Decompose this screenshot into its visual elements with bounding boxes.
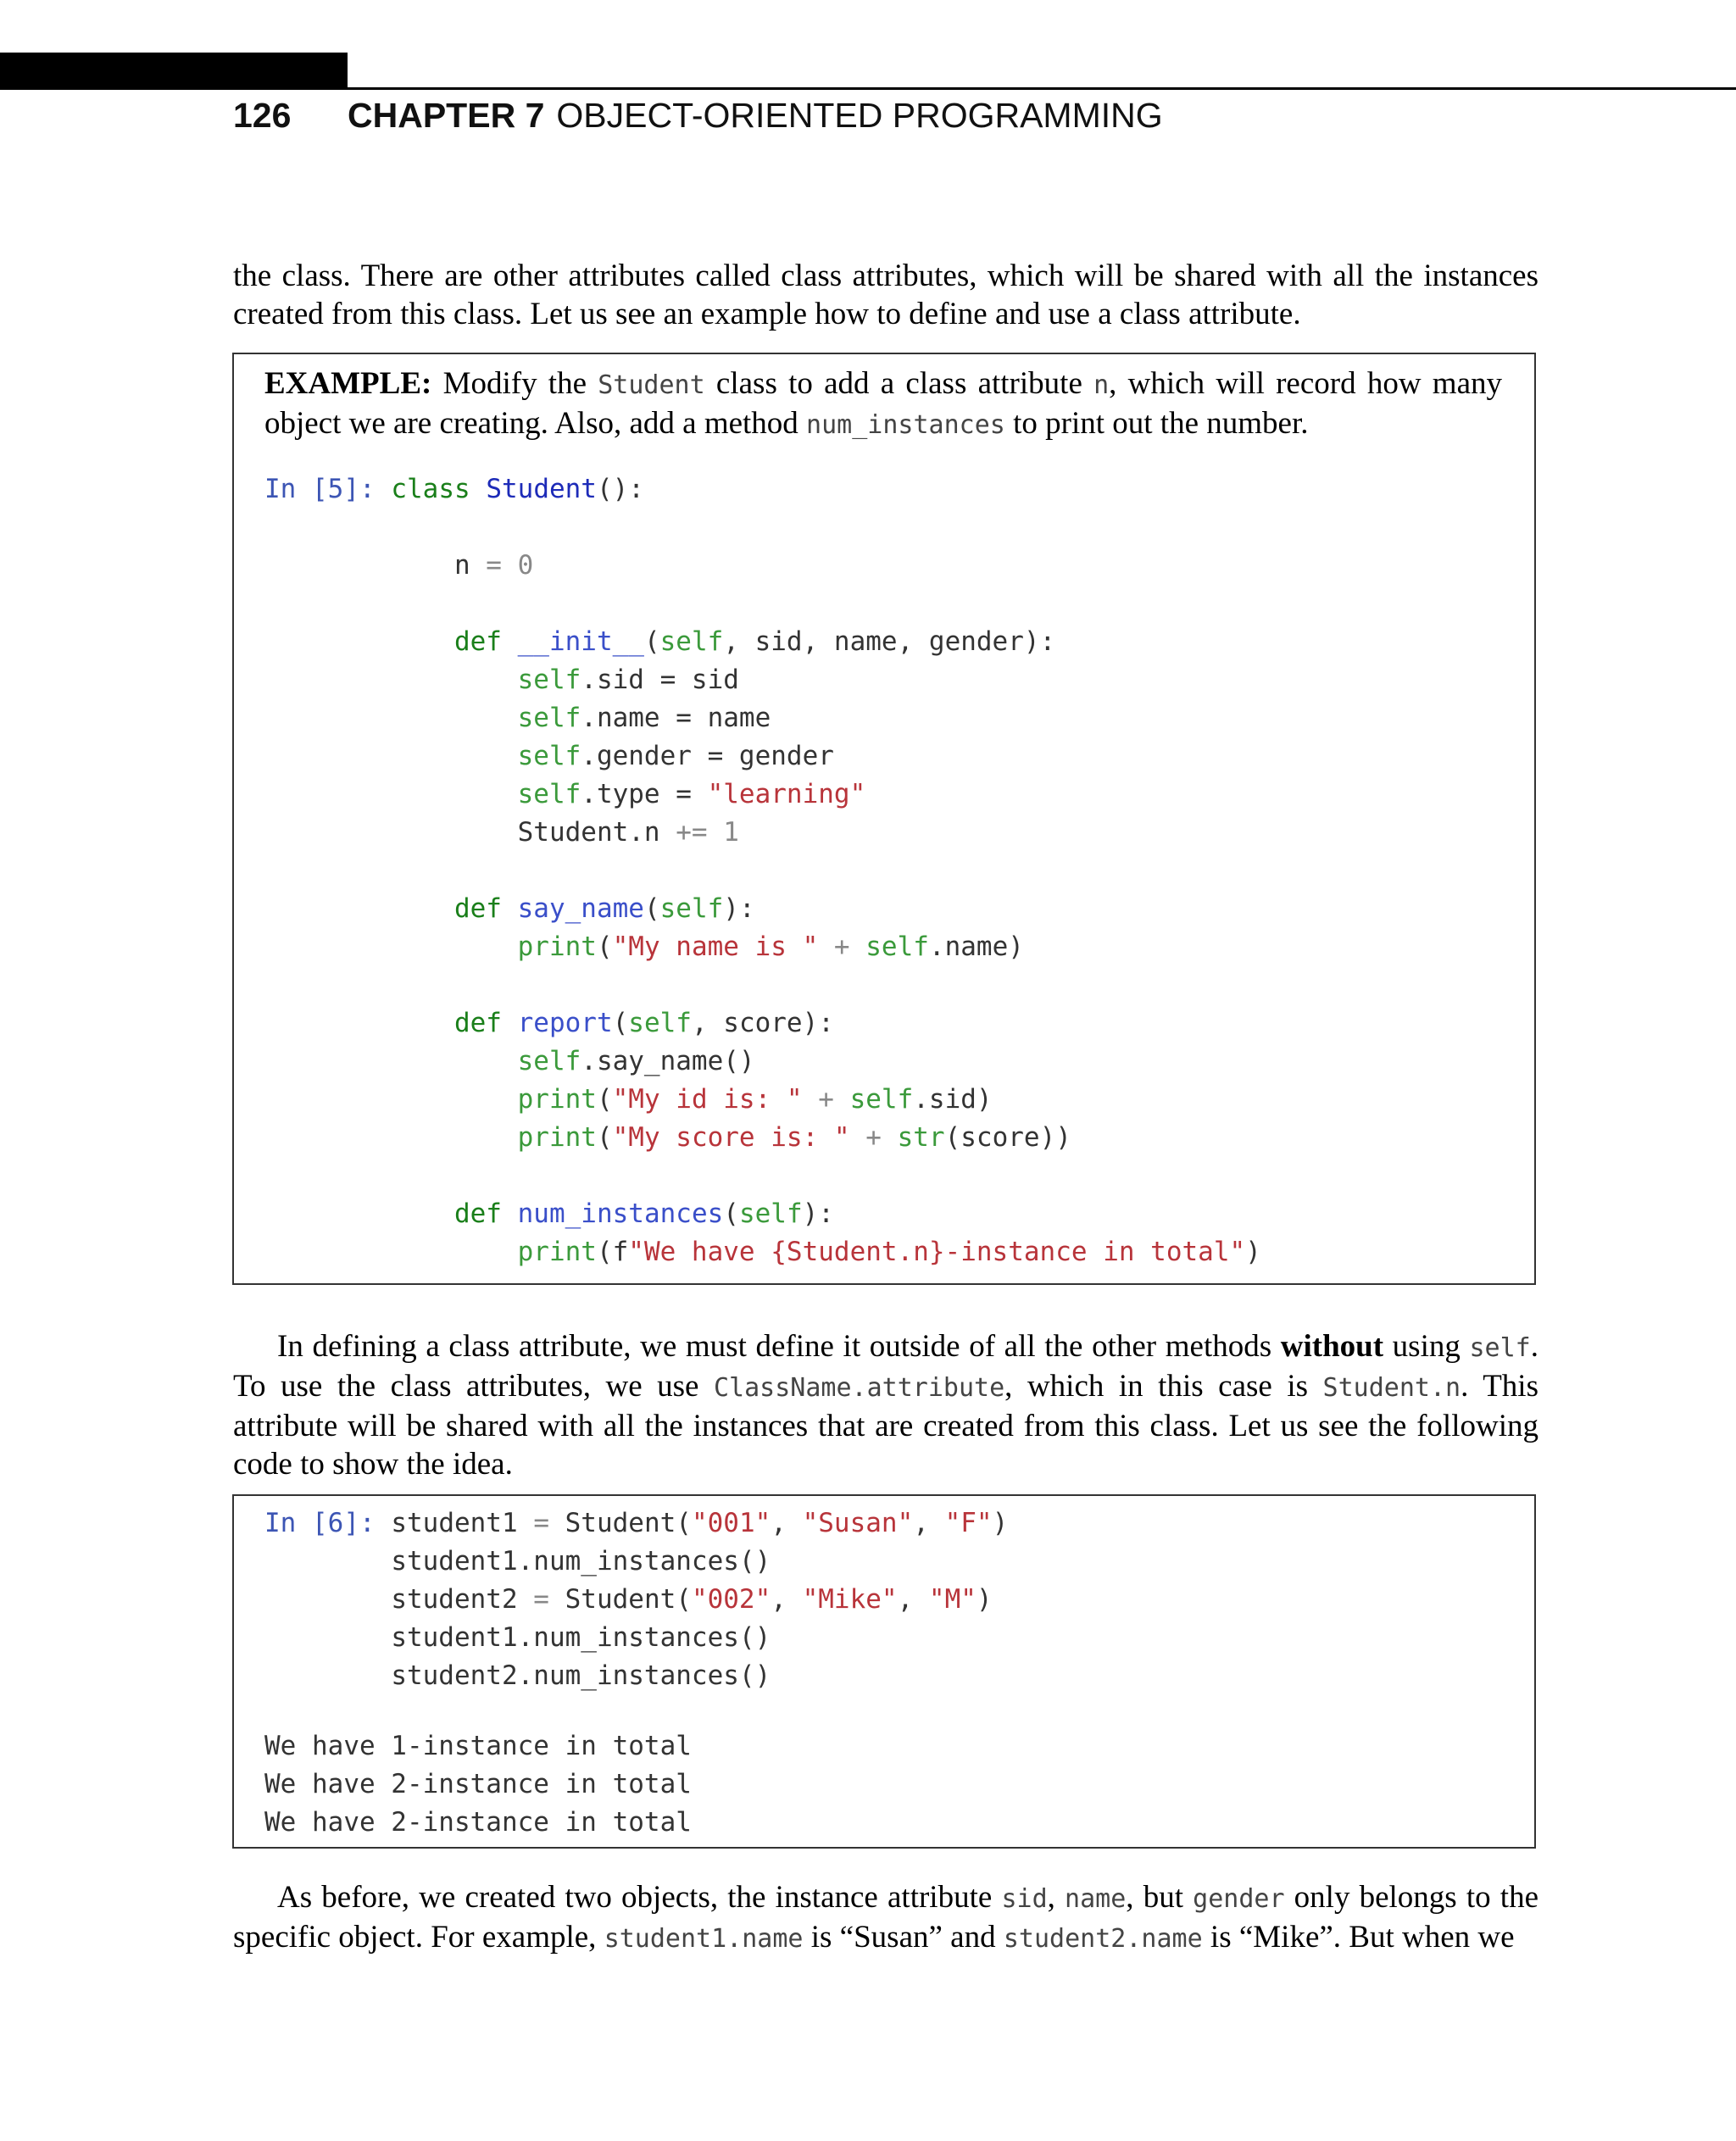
- chapter-title: OBJECT-ORIENTED PROGRAMMING: [556, 96, 1163, 135]
- code-line: print("My id is: " + self.sid): [517, 1084, 993, 1115]
- cell-prompt: In [6]:: [264, 1508, 376, 1538]
- inline-code: n: [1093, 370, 1110, 400]
- code-line: student2.num_instances(): [391, 1660, 771, 1691]
- example-statement: EXAMPLE: Modify the Student class to add a class attribute n, which will record how many object we are creating. Also, add a method num_instances to print out the number.: [264, 366, 1502, 441]
- code-line-blank: [264, 509, 1261, 547]
- code-line-blank: [264, 966, 1261, 1004]
- inline-code: sid: [1001, 1884, 1048, 1914]
- inline-code: student1.name: [604, 1924, 804, 1954]
- code-line: student1.num_instances(): [391, 1622, 771, 1653]
- code-line: def num_instances(self):: [453, 1198, 834, 1229]
- code-line: self.say_name(): [517, 1046, 755, 1076]
- code-line: self.name = name: [517, 703, 771, 733]
- example-label: EXAMPLE:: [264, 366, 432, 401]
- example-box: [232, 353, 1536, 1285]
- code-cell-6-box: [232, 1494, 1536, 1849]
- code-line: def report(self, score):: [453, 1008, 834, 1038]
- inline-code: Student: [598, 370, 705, 400]
- output-line: We have 1-instance in total: [264, 1731, 692, 1761]
- output-line: We have 2-instance in total: [264, 1807, 692, 1838]
- code-line: n = 0: [453, 550, 534, 581]
- code-line-blank: [264, 1157, 1261, 1195]
- code-gap: [264, 1695, 1008, 1727]
- code-line: self.sid = sid: [517, 665, 739, 695]
- code-line: student2 = Student("002", "Mike", "M"): [391, 1584, 993, 1615]
- code-line: self.gender = gender: [517, 741, 834, 771]
- intro-paragraph: [233, 257, 1538, 333]
- output-line: We have 2-instance in total: [264, 1769, 692, 1799]
- code-line-blank: [264, 852, 1261, 890]
- inline-code: name: [1065, 1884, 1127, 1914]
- code-line: Student.n += 1: [517, 817, 739, 848]
- last-paragraph: As before, we created two objects, the instance attribute sid, name, but gender only belongs to the specific object. For example, student1.name is “Susan” and student2.name is “Mike”. But when we: [233, 1880, 1538, 1955]
- code-line: def __init__(self, sid, name, gender):: [453, 626, 1056, 657]
- chapter-label: CHAPTER 7: [348, 96, 545, 135]
- running-header: [233, 96, 1163, 138]
- code-cell-6: [264, 1504, 1008, 1842]
- code-line: In [6]: student1 = Student("001", "Susan", "F"): [264, 1508, 1009, 1538]
- code-line: In [5]: class Student():: [264, 474, 644, 504]
- inline-code: self: [1469, 1333, 1531, 1363]
- mid-paragraph: In defining a class attribute, we must define it outside of all the other methods without using self. To use the class attributes, we use ClassName.attribute, which in this case is Student.n. This attribute will be shared with all the instances that are created from this class. Let us see the following code to show the idea.: [233, 1329, 1538, 1482]
- inline-code: ClassName.attribute: [714, 1373, 1005, 1403]
- code-line: print(f"We have {Student.n}-instance in total"): [517, 1237, 1261, 1267]
- code-line: print("My score is: " + str(score)): [517, 1122, 1071, 1153]
- header-black-bar: [0, 53, 348, 90]
- code-line: def say_name(self):: [453, 893, 755, 924]
- inline-code: Student.n: [1322, 1373, 1461, 1403]
- page-number: 126: [233, 96, 292, 135]
- code-cell-5: [264, 470, 1261, 1271]
- code-line-blank: [264, 585, 1261, 623]
- intro-text: the class. There are other attributes called class attributes, which will be shared with all the instances created from this class. Let us see an example how to define and use a class attribute.: [233, 259, 1538, 331]
- cell-prompt: In [5]:: [264, 474, 376, 504]
- inline-code: num_instances: [806, 410, 1005, 440]
- bold-word: without: [1280, 1329, 1384, 1364]
- inline-code: gender: [1193, 1884, 1285, 1914]
- code-line: student1.num_instances(): [391, 1546, 771, 1577]
- inline-code: student2.name: [1003, 1924, 1203, 1954]
- code-line: print("My name is " + self.name): [517, 931, 1024, 962]
- code-line: self.type = "learning": [517, 779, 866, 809]
- header-rule: [348, 87, 1736, 90]
